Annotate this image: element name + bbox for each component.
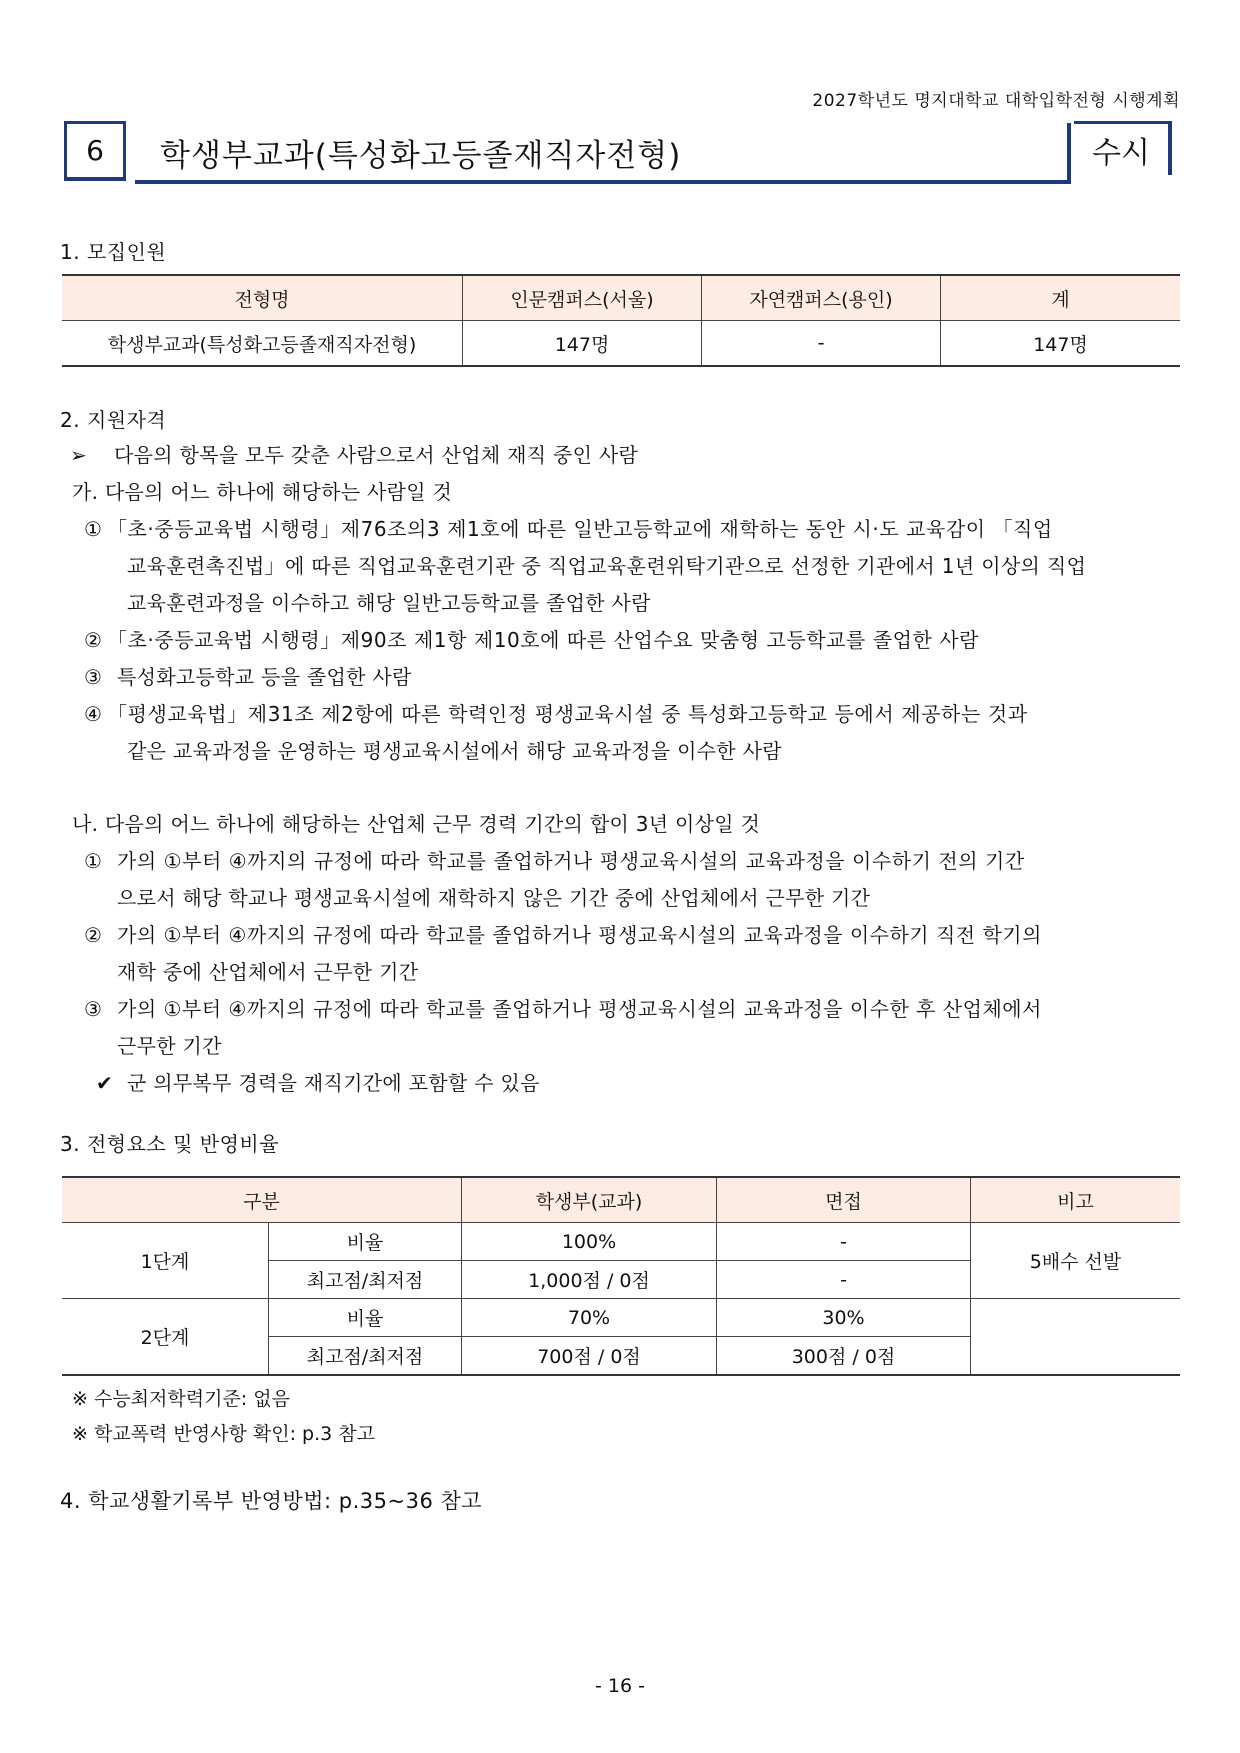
table-cell: 700점 / 0점 <box>462 1337 717 1376</box>
ratio-heading: 3. 전형요소 및 반영비율 <box>60 1132 280 1156</box>
table-cell: - <box>717 1261 971 1299</box>
column-header: 비고 <box>971 1177 1181 1223</box>
item-text: 「평생교육법」제31조 제2항에 따른 학력인정 평생교육시설 중 특성화고등학교 등에서 제공하는 것과 <box>107 702 1028 726</box>
table-cell: 147명 <box>941 321 1181 367</box>
note-school-violence: ※ 학교폭력 반영사항 확인: p.3 참고 <box>72 1423 375 1445</box>
item-text: 「초·중등교육법 시행령」제76조의3 제1호에 따른 일반고등학교에 재학하는 동안 시·도 교육감이 「직업 <box>107 517 1053 541</box>
page-number: - 16 - <box>595 1675 645 1697</box>
check-icon: ✔ <box>96 1071 114 1095</box>
item-text: 가의 ①부터 ④까지의 규정에 따라 학교를 졸업하거나 평생교육시설의 교육과정을 이수하기 전의 기간 <box>117 849 1025 873</box>
item-number: ② <box>84 628 103 652</box>
table-header-row <box>62 1177 1180 1223</box>
item-number: ③ <box>84 665 103 689</box>
table-cell: 최고점/최저점 <box>269 1337 462 1376</box>
table-row <box>62 1299 1180 1337</box>
record-reference: : p.35~36 참고 <box>324 1489 483 1513</box>
item-text: 교육훈련촉진법」에 따른 직업교육훈련기관 중 직업교육훈련위탁기관으로 선정한 기관에서 1년 이상의 직업 <box>127 554 1087 578</box>
column-header: 학생부(교과) <box>462 1177 717 1223</box>
item-text: 가의 ①부터 ④까지의 규정에 따라 학교를 졸업하거나 평생교육시설의 교육과정을 이수하기 직전 학기의 <box>117 923 1042 947</box>
item-text: 가의 ①부터 ④까지의 규정에 따라 학교를 졸업하거나 평생교육시설의 교육과정을 이수한 후 산업체에서 <box>117 997 1042 1021</box>
recruit-table <box>62 274 1180 367</box>
table-cell: 100% <box>462 1223 717 1261</box>
table-cell: - <box>702 321 941 367</box>
item-text: 교육훈련과정을 이수하고 해당 일반고등학교를 졸업한 사람 <box>127 591 651 615</box>
table-cell: 비율 <box>269 1299 462 1337</box>
criteria-b-title: 나. 다음의 어느 하나에 해당하는 산업체 근무 경력 기간의 합이 3년 이상일 것 <box>72 812 761 836</box>
table-cell: 비율 <box>269 1223 462 1261</box>
record-heading: 4. 학교생활기록부 반영방법 <box>60 1489 325 1513</box>
item-text: 같은 교육과정을 운영하는 평생교육시설에서 해당 교육과정을 이수한 사람 <box>127 739 782 763</box>
ratio-table <box>62 1176 1180 1376</box>
check-note: 군 의무복무 경력을 재직기간에 포함할 수 있음 <box>127 1071 540 1095</box>
table-cell: 70% <box>462 1299 717 1337</box>
stage-note <box>971 1299 1181 1376</box>
item-number: ④ <box>84 702 103 726</box>
record-section <box>60 1485 482 1515</box>
section-number-badge <box>64 121 126 181</box>
column-header: 인문캠퍼스(서울) <box>463 275 702 321</box>
item-number: ① <box>84 849 103 873</box>
table-cell: 30% <box>717 1299 971 1337</box>
recruit-heading: 1. 모집인원 <box>60 240 167 264</box>
item-text: 특성화고등학교 등을 졸업한 사람 <box>117 665 412 689</box>
stage-label: 1단계 <box>62 1223 269 1299</box>
table-cell: 147명 <box>463 321 702 367</box>
plan-title: 2027학년도 명지대학교 대학입학전형 시행계획 <box>812 91 1180 111</box>
table-row <box>62 1223 1180 1261</box>
title-divider <box>1067 123 1071 184</box>
column-header: 전형명 <box>62 275 463 321</box>
arrow-marker: ➢ <box>70 443 88 467</box>
item-number: ① <box>84 517 103 541</box>
table-cell: 1,000점 / 0점 <box>462 1261 717 1299</box>
item-text: 재학 중에 산업체에서 근무한 기간 <box>117 960 419 984</box>
admission-type: 수시 <box>1092 135 1150 171</box>
stage-note: 5배수 선발 <box>971 1223 1181 1299</box>
criteria-a-title: 가. 다음의 어느 하나에 해당하는 사람일 것 <box>72 480 453 504</box>
note-csat: ※ 수능최저학력기준: 없음 <box>72 1388 290 1410</box>
eligibility-heading: 2. 지원자격 <box>60 408 167 432</box>
table-cell: 300점 / 0점 <box>717 1337 971 1376</box>
table-cell: 최고점/최저점 <box>269 1261 462 1299</box>
section-number: 6 <box>86 134 104 167</box>
eligibility-intro: 다음의 항목을 모두 갖춘 사람으로서 산업체 재직 중인 사람 <box>114 443 639 467</box>
table-header-row <box>62 275 1180 321</box>
item-text: 으로서 해당 학교나 평생교육시설에 재학하지 않은 기간 중에 산업체에서 근무한 기간 <box>117 886 871 910</box>
table-cell: - <box>717 1223 971 1261</box>
item-text: 근무한 기간 <box>117 1034 222 1058</box>
column-header: 자연캠퍼스(용인) <box>702 275 941 321</box>
admission-type-box <box>1074 121 1172 175</box>
column-header: 면접 <box>717 1177 971 1223</box>
item-text: 「초·중등교육법 시행령」제90조 제1항 제10호에 따른 산업수요 맞춤형 고등학교를 졸업한 사람 <box>107 628 979 652</box>
item-number: ③ <box>84 997 103 1021</box>
table-row <box>62 321 1180 367</box>
section-title: 학생부교과(특성화고등졸재직자전형) <box>160 138 682 174</box>
title-underline <box>135 180 1070 184</box>
column-header: 계 <box>941 275 1181 321</box>
table-cell: 학생부교과(특성화고등졸재직자전형) <box>62 321 463 367</box>
column-header: 구분 <box>62 1177 462 1223</box>
stage-label: 2단계 <box>62 1299 269 1376</box>
item-number: ② <box>84 923 103 947</box>
